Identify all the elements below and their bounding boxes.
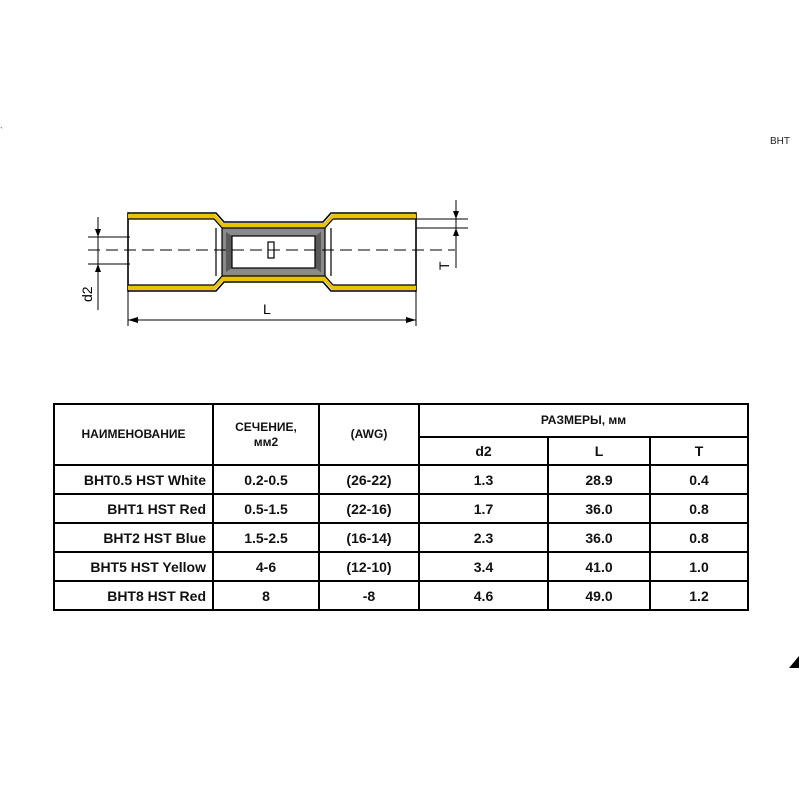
cell-name: BHT0.5 HST White: [54, 465, 213, 494]
cell-d2: 2.3: [419, 523, 548, 552]
cell-awg: (16-14): [319, 523, 419, 552]
table-row: [54, 494, 748, 523]
dim-label-T: T: [436, 261, 452, 270]
table-row: [54, 465, 748, 494]
cell-name: BHT5 HST Yellow: [54, 552, 213, 581]
header-dimensions: РАЗМЕРЫ, мм: [419, 404, 748, 437]
cell-L: 36.0: [548, 523, 650, 552]
table-row: [54, 581, 748, 610]
dim-label-L: L: [263, 301, 271, 317]
header-section-line2: мм2: [253, 434, 279, 449]
cell-T: 1.0: [650, 552, 748, 581]
cell-T: 1.2: [650, 581, 748, 610]
cell-name: BHT2 HST Blue: [54, 523, 213, 552]
cell-section: 0.2-0.5: [213, 465, 319, 494]
cell-L: 49.0: [548, 581, 650, 610]
sleeve-inner: [226, 232, 232, 272]
page-label: BHT: [770, 136, 790, 147]
cell-name: BHT8 HST Red: [54, 581, 213, 610]
header-section-line1: СЕЧЕНИЕ,: [235, 419, 297, 434]
connector-drawing: [0, 0, 800, 380]
corner-triangle-icon: [789, 656, 799, 668]
cell-d2: 3.4: [419, 552, 548, 581]
cell-T: 0.8: [650, 494, 748, 523]
cell-section: 8: [213, 581, 319, 610]
cell-d2: 4.6: [419, 581, 548, 610]
cell-section: 1.5-2.5: [213, 523, 319, 552]
cell-L: 28.9: [548, 465, 650, 494]
cell-awg: (12-10): [319, 552, 419, 581]
cell-d2: 1.7: [419, 494, 548, 523]
specifications-table: [53, 403, 749, 611]
cell-d2: 1.3: [419, 465, 548, 494]
cell-section: 4-6: [213, 552, 319, 581]
table-row: [54, 523, 748, 552]
cell-awg: (26-22): [319, 465, 419, 494]
cell-section: 0.5-1.5: [213, 494, 319, 523]
header-d2: d2: [419, 437, 548, 465]
insulation-band-bottom: [128, 276, 416, 290]
header-name: НАИМЕНОВАНИЕ: [54, 404, 213, 465]
header-section: [213, 404, 319, 465]
dim-label-d2: d2: [79, 286, 95, 302]
table-row: [54, 552, 748, 581]
header-T: T: [650, 437, 748, 465]
header-L: L: [548, 437, 650, 465]
cell-name: BHT1 HST Red: [54, 494, 213, 523]
header-awg: (AWG): [319, 404, 419, 465]
cell-awg: -8: [319, 581, 419, 610]
edge-mark: `: [0, 126, 3, 136]
cell-awg: (22-16): [319, 494, 419, 523]
insulation-band-top: [128, 214, 416, 228]
cell-L: 41.0: [548, 552, 650, 581]
cell-T: 0.8: [650, 523, 748, 552]
cell-T: 0.4: [650, 465, 748, 494]
cell-L: 36.0: [548, 494, 650, 523]
